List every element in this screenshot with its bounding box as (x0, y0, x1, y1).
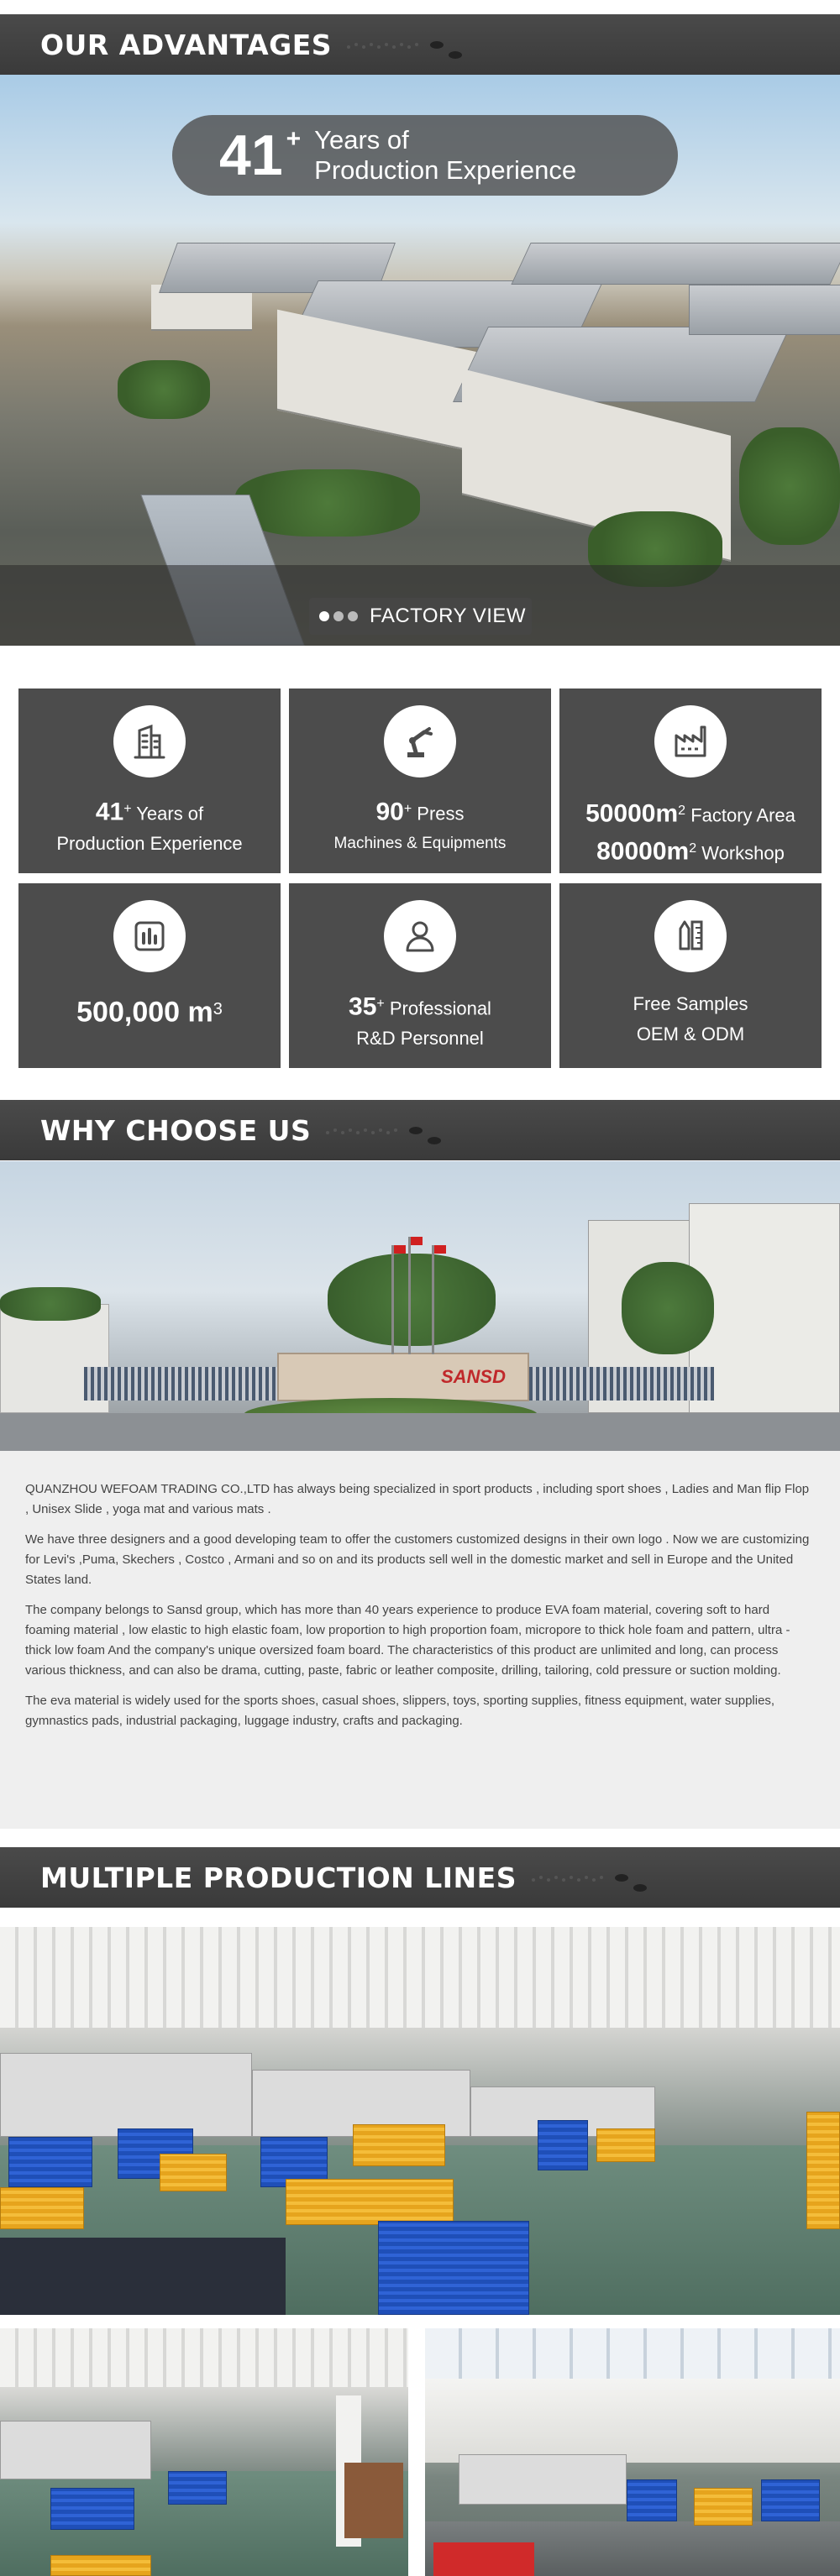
advantages-cards (0, 663, 840, 1092)
pencil-ruler-icon (654, 900, 727, 972)
robot-arm-icon (384, 705, 456, 778)
company-description (0, 1451, 840, 1829)
description-paragraph: The company belongs to Sansd group, which has more than 40 years experience to produce EVA foam material, covering soft to hard foaming material , low elastic to high elastic foam, low proportion to high proportion foam, micropore to thick hole foam and pattern, ultra -thick low foam And the company's unique oversized foam board. The characteristics of this product are unlimited and long, can process various thickness, and can also be drama, cutting, paste, fabric or leather composite, drilling, tailoring, cold pressure or suction molding. (25, 1603, 790, 1678)
slider-dots[interactable] (319, 611, 358, 621)
footprints-decoration-icon (326, 1127, 441, 1134)
factory-aerial-photo (0, 75, 840, 646)
experience-line2: Production Experience (314, 155, 577, 185)
experience-line1: Years of (314, 125, 409, 154)
description-paragraph: QUANZHOU WEFOAM TRADING CO.,LTD has always being specialized in sport products , including sport shoes , Ladies and Man flip Flop , Unisex Slide , yoga mat and various mats . (25, 1482, 810, 1516)
description-paragraph: We have three designers and a good developing team to offer the customers customized designs in their own logo . Now we are customizing for Levi's ,Puma, Skechers , Costco , Armani and so on and its products sell well in the domestic market and sell in Europe and the United States land. (25, 1532, 810, 1587)
experience-banner (172, 115, 678, 196)
why-header (0, 1100, 840, 1160)
card-personnel: 35+ Professional R&D Personnel (289, 883, 551, 1068)
section-title: OUR ADVANTAGES (40, 28, 333, 61)
card-capacity: 500,000 $m^3$ (18, 883, 281, 1068)
workshop-photo-left (0, 2328, 408, 2576)
user-icon (384, 900, 456, 972)
card-experience: 41+ Years of Production Experience (18, 689, 281, 873)
production-line-photo (0, 1927, 840, 2315)
building-icon (113, 705, 186, 778)
workshop-photo-right (425, 2328, 840, 2576)
section-title: MULTIPLE PRODUCTION LINES (40, 1861, 517, 1894)
slider-caption: FACTORY VIEW (309, 598, 532, 635)
experience-number: 41 + (219, 123, 302, 187)
footprints-decoration-icon (347, 41, 462, 49)
production-header (0, 1847, 840, 1908)
footprints-decoration-icon (532, 1874, 647, 1882)
company-gate-photo (0, 1161, 840, 1451)
card-machines: 90+ Press Machines & Equipments (289, 689, 551, 873)
card-area: $50000m^2$ Factory Area $80000m^2$ Workshop (559, 689, 822, 873)
section-title: WHY CHOOSE US (40, 1113, 312, 1147)
chart-icon (113, 900, 186, 972)
advantages-header (0, 14, 840, 75)
card-samples: Free Samples OEM & ODM (559, 883, 822, 1068)
gate-sign: SANSD (277, 1353, 529, 1401)
description-paragraph: The eva material is widely used for the sports shoes, casual shoes, slippers, toys, sporting supplies, fitness equipment, water supplies, gymnastics pads, industrial packaging, luggage industry, crafts and packaging. (25, 1694, 775, 1728)
factory-icon (654, 705, 727, 778)
